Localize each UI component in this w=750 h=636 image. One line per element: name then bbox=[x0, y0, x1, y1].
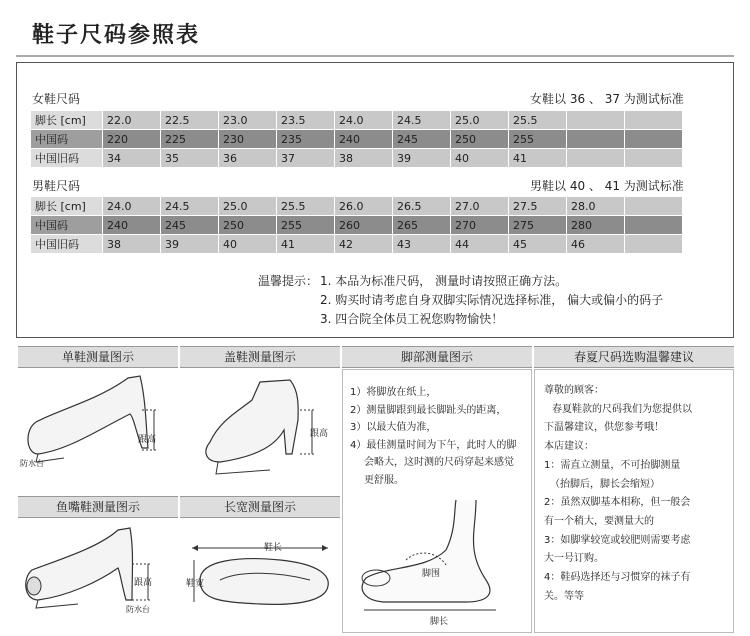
size-cell: 22.5 bbox=[161, 111, 219, 130]
size-cell: 25.5 bbox=[509, 111, 567, 130]
fishmouth-shoe-illustration bbox=[18, 520, 178, 632]
row-header: 脚长 [cm] bbox=[31, 197, 103, 216]
size-cell bbox=[625, 130, 683, 149]
men-section-label: 男鞋尺码 bbox=[32, 179, 81, 193]
size-cell: 235 bbox=[277, 130, 335, 149]
single-shoe-illustration bbox=[18, 370, 178, 492]
size-cell: 230 bbox=[219, 130, 277, 149]
row-header: 脚长 [cm] bbox=[31, 111, 103, 130]
size-cell: 240 bbox=[103, 216, 161, 235]
tips bbox=[258, 272, 663, 329]
advice-panel-title: 春夏尺码选购温馨建议 bbox=[534, 346, 734, 368]
shoe-width-label: 鞋宽 bbox=[186, 579, 205, 589]
cover-shoe-panel-title: 盖鞋测量图示 bbox=[180, 346, 340, 368]
size-cell bbox=[625, 149, 683, 168]
size-cell: 44 bbox=[451, 235, 509, 254]
heel-height-label: 跟高 bbox=[134, 578, 153, 588]
heel-height-label: 跟高 bbox=[310, 429, 329, 439]
lengthwidth-panel-title: 长宽测量图示 bbox=[180, 496, 340, 518]
size-cell bbox=[625, 216, 683, 235]
size-cell bbox=[567, 149, 625, 168]
fishmouth-panel-title: 鱼嘴鞋测量图示 bbox=[18, 496, 178, 518]
size-cell: 40 bbox=[219, 235, 277, 254]
size-cell: 26.5 bbox=[393, 197, 451, 216]
row-header: 中国码 bbox=[31, 216, 103, 235]
tip-item: 1. 本品为标准尺码， 测量时请按照正确方法。 bbox=[320, 274, 568, 288]
size-cell: 24.0 bbox=[103, 197, 161, 216]
size-row bbox=[31, 197, 683, 216]
size-cell: 240 bbox=[335, 130, 393, 149]
size-cell: 25.0 bbox=[219, 197, 277, 216]
foot-steps: 1）将脚放在纸上， 2）测量脚跟到最长脚趾头的距离， 3）以最大值为准， 4）最佳测量时间为下午，此时人的脚 会略大，这时测的尺码穿起来感觉 更舒服。 bbox=[350, 387, 517, 486]
size-cell: 34 bbox=[103, 149, 161, 168]
foot-panel-title: 脚部测量图示 bbox=[342, 346, 532, 368]
size-row bbox=[31, 111, 683, 130]
women-section-label: 女鞋尺码 bbox=[32, 92, 81, 106]
men-test-note: 男鞋以 40 、 41 为测试标准 bbox=[530, 179, 684, 193]
size-cell: 26.0 bbox=[335, 197, 393, 216]
size-cell: 41 bbox=[277, 235, 335, 254]
platform-label: 防水台 bbox=[126, 605, 150, 614]
size-cell bbox=[625, 197, 683, 216]
size-cell: 38 bbox=[103, 235, 161, 254]
size-cell: 270 bbox=[451, 216, 509, 235]
size-cell: 28.0 bbox=[567, 197, 625, 216]
size-row bbox=[31, 216, 683, 235]
size-cell: 225 bbox=[161, 130, 219, 149]
size-row bbox=[31, 130, 683, 149]
size-cell: 275 bbox=[509, 216, 567, 235]
men-size-table bbox=[30, 196, 683, 254]
row-header: 中国旧码 bbox=[31, 149, 103, 168]
size-cell: 280 bbox=[567, 216, 625, 235]
platform-label: 防水台 bbox=[20, 459, 44, 468]
size-row bbox=[31, 149, 683, 168]
page-title: 鞋子尺码参照表 bbox=[32, 22, 201, 48]
size-cell: 24.5 bbox=[161, 197, 219, 216]
size-cell: 250 bbox=[219, 216, 277, 235]
size-cell: 25.5 bbox=[277, 197, 335, 216]
row-header: 中国码 bbox=[31, 130, 103, 149]
shoe-length-label: 鞋长 bbox=[264, 543, 283, 553]
size-cell bbox=[567, 111, 625, 130]
tips-label: 温馨提示： bbox=[258, 274, 319, 288]
size-cell: 255 bbox=[277, 216, 335, 235]
women-test-note: 女鞋以 36 、 37 为测试标准 bbox=[530, 92, 684, 106]
size-cell: 255 bbox=[509, 130, 567, 149]
size-cell bbox=[625, 235, 683, 254]
size-cell bbox=[567, 130, 625, 149]
size-cell: 41 bbox=[509, 149, 567, 168]
size-cell: 220 bbox=[103, 130, 161, 149]
size-cell: 24.5 bbox=[393, 111, 451, 130]
foot-width-label: 脚围 bbox=[422, 569, 441, 579]
size-cell: 42 bbox=[335, 235, 393, 254]
size-cell: 35 bbox=[161, 149, 219, 168]
size-cell: 260 bbox=[335, 216, 393, 235]
size-cell: 37 bbox=[277, 149, 335, 168]
size-cell: 22.0 bbox=[103, 111, 161, 130]
size-cell: 27.5 bbox=[509, 197, 567, 216]
size-cell: 23.5 bbox=[277, 111, 335, 130]
size-cell: 46 bbox=[567, 235, 625, 254]
foot-illustration bbox=[346, 490, 528, 630]
size-cell: 40 bbox=[451, 149, 509, 168]
size-cell: 45 bbox=[509, 235, 567, 254]
size-cell: 43 bbox=[393, 235, 451, 254]
size-row bbox=[31, 235, 683, 254]
heel-height-label: 跟高 bbox=[138, 435, 157, 445]
size-cell: 265 bbox=[393, 216, 451, 235]
size-cell bbox=[625, 111, 683, 130]
size-cell: 23.0 bbox=[219, 111, 277, 130]
advice-text: 尊敬的顾客： 春夏鞋款的尺码我们为您提供以 下温馨建议，供您参考哦！ 本店建议： 1：需直立测量，不可抬脚测量 （抬脚后，脚长会缩短） 2：虽然双脚基本相称，但一般会 有一个稍大，要测量大的 3：如脚掌较宽或较肥则需要考虑 大一号订购。 4：鞋码选择还与习惯穿的袜子有 关。等等 bbox=[544, 385, 692, 602]
size-cell: 39 bbox=[161, 235, 219, 254]
women-size-table bbox=[30, 110, 683, 168]
foot-length-label: 脚长 bbox=[430, 617, 449, 627]
size-cell: 36 bbox=[219, 149, 277, 168]
row-header: 中国旧码 bbox=[31, 235, 103, 254]
size-cell: 25.0 bbox=[451, 111, 509, 130]
title-divider bbox=[16, 55, 734, 57]
tip-item: 2. 购买时请考虑自身双脚实际情况选择标准， 偏大或偏小的码子 bbox=[320, 293, 664, 307]
size-cell: 24.0 bbox=[335, 111, 393, 130]
single-shoe-panel-title: 单鞋测量图示 bbox=[18, 346, 178, 368]
size-cell: 38 bbox=[335, 149, 393, 168]
size-cell: 245 bbox=[393, 130, 451, 149]
size-cell: 39 bbox=[393, 149, 451, 168]
size-cell: 27.0 bbox=[451, 197, 509, 216]
tip-item: 3. 四合院全体员工祝您购物愉快！ bbox=[320, 312, 504, 326]
size-cell: 250 bbox=[451, 130, 509, 149]
size-cell: 245 bbox=[161, 216, 219, 235]
